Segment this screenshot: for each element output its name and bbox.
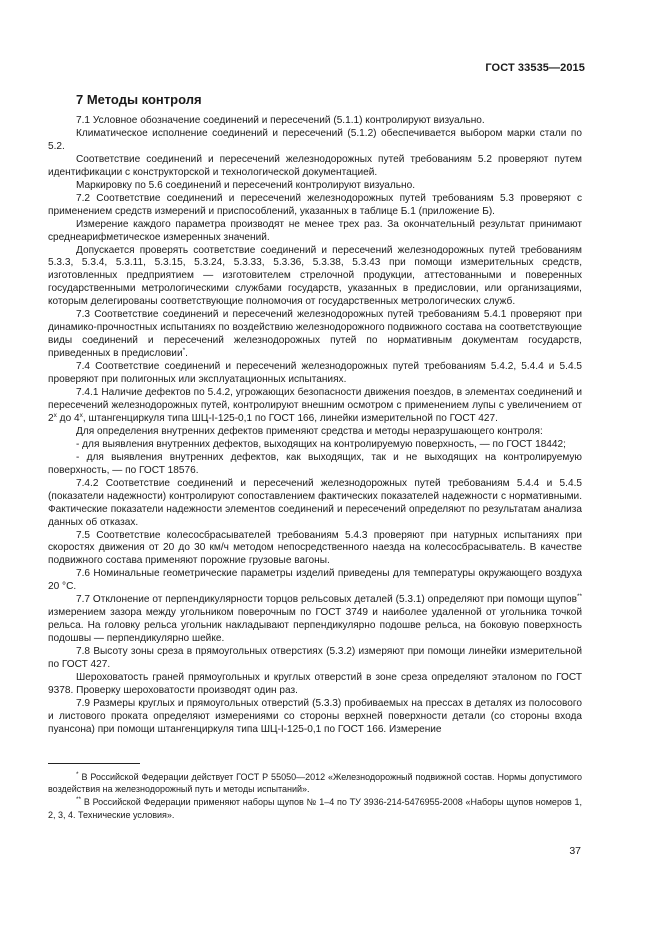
paragraph: 7.1 Условное обозначение соединений и пересечений (5.1.1) контролируют визуально. xyxy=(76,115,485,126)
paragraph xyxy=(48,387,582,426)
paragraph: 7.8 Высоту зоны среза в прямоугольных отверстиях (5.3.2) измеряют при помощи линейки измерительной по ГОСТ 427. xyxy=(48,646,582,671)
section-heading: 7 Методы контроля xyxy=(76,92,202,107)
footnote-mark: ** xyxy=(576,593,582,601)
paragraph: Измерение каждого параметра производят не менее трех раз. За окончательный результат принимают среднеарифметическое измеренных значений. xyxy=(48,218,582,243)
footnote-mark: * xyxy=(76,771,79,778)
paragraph: - для выявления внутренних дефектов, выходящих на контролируемую поверхность, — по ГОСТ 18442; xyxy=(76,438,566,450)
paragraph: 7.5 Соответствие колесосбрасывателей требованиям 5.4.3 проверяют при натурных испытаниях при скоростях движения от 20 до 30 км/ч методом непосредственного наезда на колесосбрасыватель. В качестве подвижного состава применяют порожние грузовые вагоны. xyxy=(48,529,582,567)
footnote-mark: ** xyxy=(76,796,82,804)
footnote-text: В Российской Федерации действует ГОСТ Р 55050—2012 «Железнодорожный подвижной состав. Нормы допустимого воздействия на железнодорожный путь и методы испытаний». xyxy=(48,772,582,795)
paragraph-text: , штангенциркуля типа ШЦ-I-125-0,1 по ГОСТ 166, линейки измерительной по ГОСТ 427. xyxy=(82,412,498,424)
paragraph: Шероховатость граней прямоугольных и круглых отверстий в зоне среза определяют эталоном по ГОСТ 9378. Проверку шероховатости производят один раз. xyxy=(48,671,582,696)
paragraph: Для определения внутренних дефектов применяют средства и методы неразрушающего контроля: xyxy=(76,425,543,437)
footnote-text: В Российской Федерации применяют наборы щупов № 1–4 по ТУ 3936-214-5476955-2008 «Наборы щупов номеров 1, 2, 3, 4. Технические условия». xyxy=(48,797,582,820)
footnote xyxy=(48,771,582,795)
paragraph: Климатическое исполнение соединений и пересечений (5.1.2) обеспечивается выбором марки стали по 5.2. xyxy=(48,127,582,152)
paragraph: Маркировку по 5.6 соединений и пересечений контролируют визуально. xyxy=(76,179,416,191)
standard-id: ГОСТ 33535—2015 xyxy=(485,62,585,74)
paragraph: 7.4.2 Соответствие соединений и пересечений железнодорожных путей требованиям 5.4.4 и 5.4.5 (показатели надежности) контролируют сопоставлением фактических показателей надежности с нормативными. Фактические показатели надежности элементов соединений и пересечений определяют по результатам анализа данных об отказах. xyxy=(48,477,582,528)
superscript-x: х xyxy=(79,411,83,419)
paragraph xyxy=(48,594,582,646)
paragraph: 7.9 Размеры круглых и прямоугольных отверстий (5.3.3) пробиваемых на прессах в деталях из полосового и листового проката определяют измерениями со стороны верхней поверхности детали (со стороны входа пуансона) при помощи штангенциркуля типа ШЦ-I-125-0,1 по ГОСТ 166. Измерение xyxy=(48,697,582,735)
paragraph: Соответствие соединений и пересечений железнодорожных путей требованиям 5.2 проверяют путем идентификации с конструкторской и технологической документацией. xyxy=(48,153,582,178)
footnotes xyxy=(48,771,582,822)
paragraph: 7.6 Номинальные геометрические параметры изделий приведены для температуры окружающего воздуха 20 °С. xyxy=(48,568,582,593)
paragraph: 7.4 Соответствие соединений и пересечений железнодорожных путей требованиям 5.4.2, 5.4.4 и 5.4.5 проверяют при полигонных или эксплуатационных испытаниях. xyxy=(48,361,582,386)
paragraph-text: измерением зазора между угольником поверочным по ГОСТ 3749 и наиболее удаленной от угольника точкой рельса. На головку рельса угольник накладывают перпендикулярно подошве рельса, на боковую поверхность подошвы — перпендикулярно шейке. xyxy=(48,607,582,645)
paragraph: Допускается проверять соответствие соединений и пересечений железнодорожных путей требованиям 5.3.3, 5.3.4, 5.3.11, 5.3.15, 5.3.24, 5.3.33, 5.3.36, 5.3.38, 5.3.43 при помощи измерительных средств, изготовленных предприятием — изготовителем стрелочной продукции, аттестованными и поверенных государственными метрологическими службами государств, указанных в предисловии, или организациями, которым делегированы соответствующие полномочия от государственных метрологических служб. xyxy=(48,244,582,308)
superscript-x: х xyxy=(53,411,57,419)
footnote-divider xyxy=(48,763,140,764)
body-text xyxy=(48,115,582,737)
paragraph: 7.2 Соответствие соединений и пересечений железнодорожных путей требованиям 5.3 проверяют с применением средств измерений и приспособлений, указанных в таблице Б.1 (приложение Б). xyxy=(48,192,582,217)
paragraph-text: . xyxy=(185,348,188,360)
footnote-mark: * xyxy=(182,347,186,355)
paragraph-text: 7.4.1 Наличие дефектов по 5.4.2, угрожающих безопасности движения поездов, в элементах соединений и пересечений железнодорожных путей, контролируют внешним осмотром с применением лупы с увеличением от 2 xyxy=(48,387,582,424)
paragraph xyxy=(48,309,582,361)
page-number: 37 xyxy=(569,845,581,857)
paragraph-text: до 4 xyxy=(56,412,80,424)
paragraph-text: 7.7 Отклонение от перпендикулярности торцов рельсовых деталей (5.3.1) определяют при помощи щупов xyxy=(76,594,577,606)
paragraph: - для выявления внутренних дефектов, как выходящих, так и не выходящих на контролируемую поверхность, — по ГОСТ 18576. xyxy=(48,451,582,476)
paragraph-text: 7.3 Соответствие соединений и пересечений железнодорожных путей требованиям 5.4.1 проверяют при динамико-прочностных испытаниях по воздействию железнодорожного подвижного состава на соответствующие виды соединений и пересечений железнодорожных путей по нормативным документам государств, приведенных в предисловии xyxy=(48,309,582,360)
footnote xyxy=(48,796,582,820)
